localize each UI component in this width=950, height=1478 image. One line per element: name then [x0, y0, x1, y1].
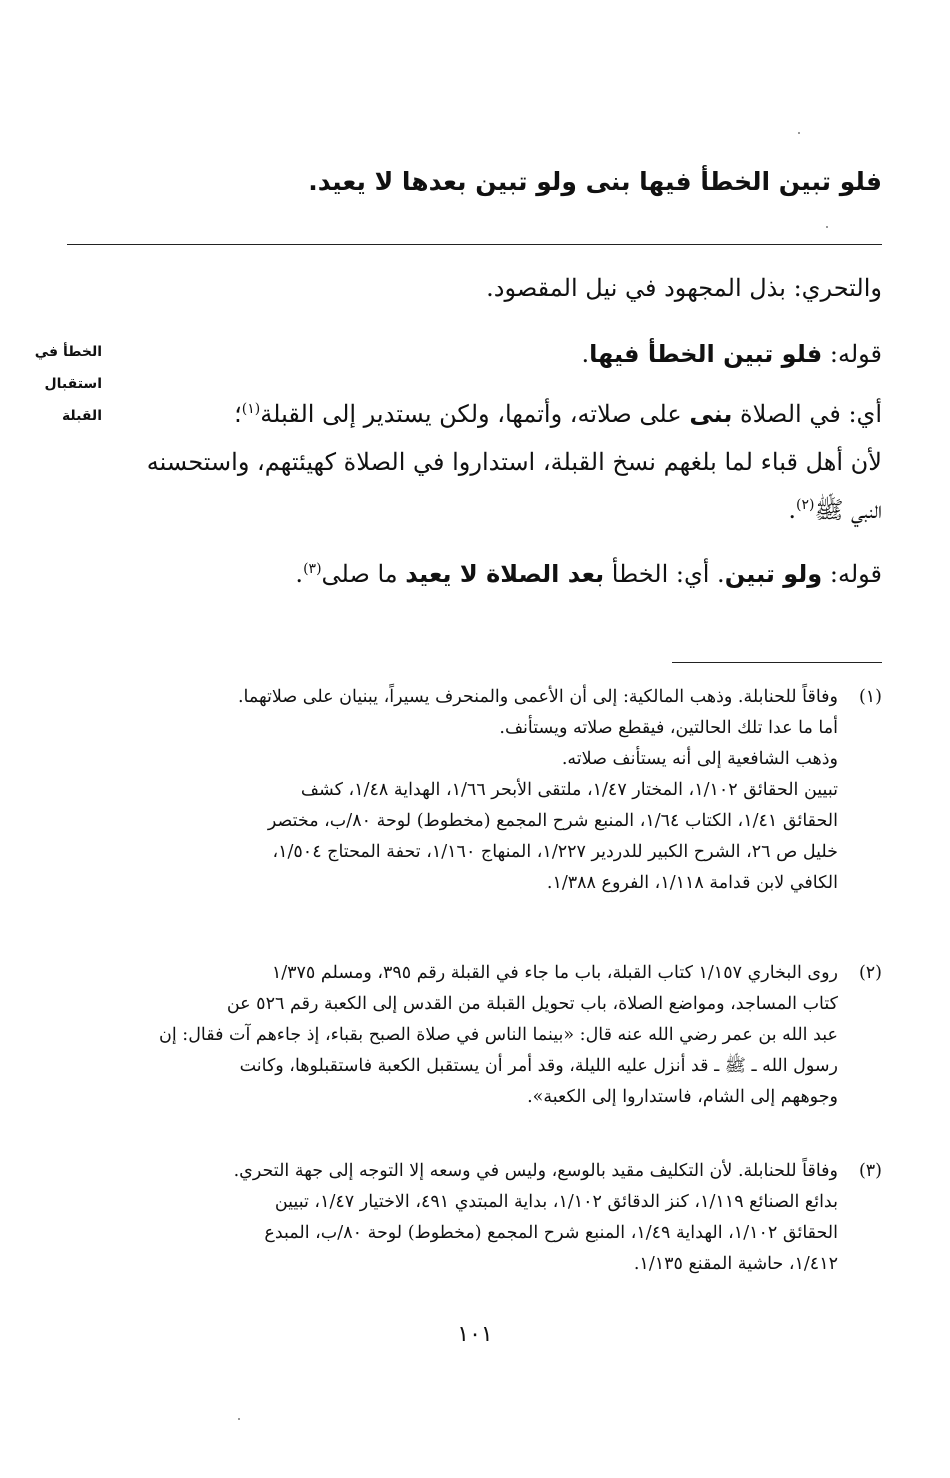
- footnote-line: خليل ص ٢٦، الشرح الكبير للدردير ١/٢٢٧، المنهاج ١/١٦٠، تحفة المحتاج ١/٥٠٤،: [272, 842, 838, 862]
- quote-line-1: [70, 336, 882, 372]
- footnote-3: [100, 1156, 882, 1280]
- margin-note-line: استقبال: [44, 376, 102, 392]
- footnote-line: أما ما عدا تلك الحالتين، فيقطع صلاته ويستأنف.: [499, 718, 838, 738]
- footnote-ref-2: (٢): [795, 497, 815, 513]
- footnote-line: الحقائق ١/١٠٢، الهداية ١/٤٩، المنبع شرح المجمع (مخطوط) لوحة ٨٠/ب، المبدع: [264, 1223, 838, 1243]
- quote-bold-text: ولو تبين: [724, 560, 823, 588]
- explanation-line-1: [70, 396, 882, 432]
- quote-text: . أي: الخطأ: [604, 560, 725, 588]
- explanation-line-2: لأن أهل قباء لما بلغهم نسخ القبلة، استداروا في الصلاة كهيئتهم، واستحسنه: [146, 448, 882, 476]
- footnote-number: (٢): [858, 963, 882, 983]
- footnote-1: [100, 682, 882, 899]
- footnote-line: عبد الله بن عمر رضي الله عنه قال: «بينما الناس في صلاة الصبح بقباء، إذ جاءهم آت فقال: إن: [159, 1025, 838, 1045]
- footnote-2: [100, 958, 882, 1113]
- page-number: ١٠١: [457, 1322, 493, 1347]
- quote-prefix: قوله:: [822, 340, 882, 368]
- quote-bold-text: بعد الصلاة لا يعيد: [405, 560, 605, 588]
- footnote-number: (١): [858, 687, 882, 707]
- footnote-divider: [672, 662, 882, 663]
- explanation-punct: ؛: [234, 400, 242, 428]
- margin-note-line: القبلة: [61, 408, 102, 424]
- margin-note: [20, 336, 102, 432]
- quote-bold-text: فلو تبين الخطأ فيها: [589, 340, 823, 368]
- footnote-ref-3: (٣): [303, 561, 322, 577]
- footnote-line: وفاقاً للحنابلة. لأن التكليف مقيد بالوسع، وليس في وسعه إلا التوجه إلى جهة التحري.: [233, 1161, 838, 1181]
- main-heading: فلو تبين الخطأ فيها بنى ولو تبين بعدها لا يعيد.: [308, 167, 882, 196]
- explanation-text: أي: في الصلاة: [732, 400, 882, 428]
- footnote-line: روى البخاري ١/١٥٧ كتاب القبلة، باب ما جاء في القبلة رقم ٣٩٥، ومسلم ١/٣٧٥: [271, 963, 838, 983]
- footnote-line: رسول الله ـ ﷺ ـ قد أنزل عليه الليلة، وقد أمر أن يستقبل الكعبة فاستقبلوها، وكانت: [239, 1056, 838, 1076]
- quote-line-2: [70, 556, 882, 592]
- scan-speck: [798, 132, 800, 134]
- explanation-punct: .: [788, 496, 796, 524]
- footnote-line: الكافي لابن قدامة ١/١١٨، الفروع ١/٣٨٨.: [546, 873, 838, 893]
- footnote-line: بدائع الصنائع ١/١١٩، كنز الدقائق ١/١٠٢، بداية المبتدي ٤٩١، الاختيار ١/٤٧، تبيين: [274, 1192, 838, 1212]
- footnote-line: كتاب المساجد، ومواضع الصلاة، باب تحويل القبلة من القدس إلى الكعبة رقم ٥٢٦ عن: [226, 994, 838, 1014]
- explanation-bold-term: بنى: [689, 400, 733, 428]
- heading-divider: [67, 244, 882, 245]
- scan-speck: [826, 226, 828, 228]
- quote-prefix: قوله:: [822, 560, 882, 588]
- footnote-line: وفاقاً للحنابلة. وذهب المالكية: إلى أن الأعمى والمنحرف يسيراً، يبنيان على صلاتهما.: [237, 687, 838, 707]
- footnote-line: ١/٤١٢، حاشية المقنع ١/١٣٥.: [633, 1254, 838, 1274]
- footnote-number: (٣): [858, 1161, 882, 1181]
- footnote-ref-1: (١): [241, 401, 261, 417]
- explanation-line-3: [70, 492, 882, 528]
- footnote-line: الحقائق ١/٤١، الكتاب ١/٦٤، المنبع شرح المجمع (مخطوط) لوحة ٨٠/ب، مختصر: [267, 811, 838, 831]
- footnote-line: تبيين الحقائق ١/١٠٢، المختار ١/٤٧، ملتقى الأبحر ١/٦٦، الهداية ١/٤٨، كشف: [300, 780, 838, 800]
- scan-speck: [238, 1418, 240, 1420]
- quote-stop: .: [295, 560, 304, 588]
- footnote-line: وذهب الشافعية إلى أنه يستأنف صلاته.: [561, 749, 838, 769]
- definition-paragraph: والتحري: بذل المجهود في نيل المقصود.: [486, 274, 882, 302]
- explanation-text: على صلاته، وأتمها، ولكن يستدير إلى القبلة: [260, 400, 690, 428]
- footnote-line: وجوههم إلى الشام، فاستداروا إلى الكعبة».: [527, 1087, 838, 1107]
- margin-note-line: الخطأ في: [34, 344, 102, 360]
- quote-stop: .: [581, 340, 590, 368]
- quote-text: ما صلى: [321, 560, 406, 588]
- explanation-text: النبي ﷺ: [814, 496, 882, 524]
